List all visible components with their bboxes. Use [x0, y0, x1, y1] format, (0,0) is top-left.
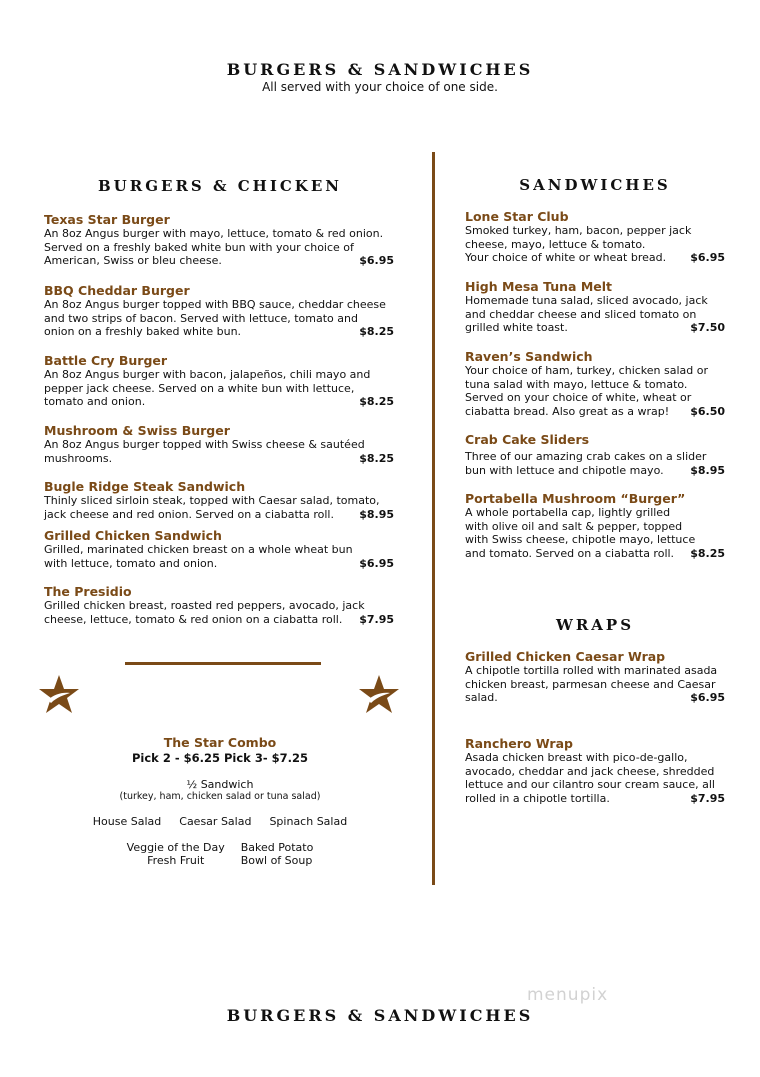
item-price: $8.25 [359, 325, 394, 339]
item-description: An 8oz Angus burger with bacon, jalapeños, chili mayo and pepper jack cheese. Served on a white bun with lettuce, tomato and onion. $8.25 [44, 368, 394, 409]
column-divider [432, 152, 435, 885]
combo-salad: House Salad [92, 815, 162, 828]
menu-item [465, 649, 725, 705]
item-name: Grilled Chicken Sandwich [44, 528, 222, 543]
item-price: $8.25 [359, 451, 394, 465]
combo-side: Veggie of the Day [126, 841, 225, 854]
combo-title: The Star Combo [163, 735, 277, 750]
item-name: The Presidio [44, 584, 132, 599]
item-name: Bugle Ridge Steak Sandwich [44, 479, 246, 494]
item-name: Crab Cake Sliders [465, 432, 590, 447]
item-price: $6.95 [690, 691, 725, 705]
watermark: menupix [527, 985, 609, 1005]
item-description: An 8oz Angus burger topped with BBQ sauce, cheddar cheese and two strips of bacon. Served with lettuce, tomato and onion on a freshly baked white bun. $8.25 [44, 298, 394, 339]
star-icon [37, 673, 81, 717]
item-description: Three of our amazing crab cakes on a slider bun with lettuce and chipotle mayo. $8.95 [465, 450, 725, 477]
item-description: Grilled, marinated chicken breast on a whole wheat bun with lettuce, tomato and onion. $6.95 [44, 543, 394, 570]
item-price: $8.25 [359, 395, 394, 409]
footer-title: BURGERS & SANDWICHES [226, 1006, 534, 1025]
item-description: A chipotle tortilla rolled with marinated asada chicken breast, parmesan cheese and Caesar salad. $6.95 [465, 664, 725, 705]
page-title: BURGERS & SANDWICHES [226, 60, 534, 79]
combo-half-sandwich: ½ Sandwich [186, 778, 254, 791]
item-name: Raven’s Sandwich [465, 349, 593, 364]
combo-block [70, 735, 370, 867]
menu-item [44, 479, 394, 521]
star-icon [357, 673, 401, 717]
menu-item [44, 584, 394, 626]
item-description: A whole portabella cap, lightly grilled with olive oil and salt & pepper, topped with Swiss cheese, chipotle mayo, lettuce and tomato. Served on a ciabatta roll. $8.25 [465, 506, 725, 560]
menu-item [44, 353, 394, 409]
item-name: Portabella Mushroom “Burger” [465, 491, 686, 506]
menu-item [465, 209, 725, 265]
item-name: Ranchero Wrap [465, 736, 573, 751]
page-subtitle: All served with your choice of one side. [262, 80, 498, 94]
combo-half-note: (turkey, ham, chicken salad or tuna salad) [119, 791, 321, 802]
item-price: $6.50 [690, 404, 725, 418]
menu-item [44, 528, 394, 570]
section-title-burgers: BURGERS & CHICKEN [97, 177, 342, 195]
section-divider [125, 662, 321, 665]
combo-salad: Spinach Salad [269, 815, 348, 828]
menu-item [465, 736, 725, 805]
item-name: Grilled Chicken Caesar Wrap [465, 649, 666, 664]
item-name: Texas Star Burger [44, 212, 170, 227]
item-price: $8.95 [359, 507, 394, 521]
section-title-sandwiches: SANDWICHES [519, 176, 671, 194]
item-price: $8.25 [690, 546, 725, 560]
combo-sides [70, 841, 370, 867]
item-description: An 8oz Angus burger topped with Swiss cheese & sautéed mushrooms. $8.25 [44, 438, 394, 465]
menu-item [465, 349, 725, 418]
combo-salad: Caesar Salad [179, 815, 252, 828]
item-description: An 8oz Angus burger with mayo, lettuce, tomato & red onion. Served on a freshly baked white bun with your choice of American, Swiss or bleu cheese. $6.95 [44, 227, 394, 268]
item-price: $6.95 [359, 254, 394, 268]
item-price: $7.50 [690, 321, 725, 335]
item-description: Asada chicken breast with pico-de-gallo, avocado, cheddar and jack cheese, shredded lettuce and our cilantro sour cream sauce, all rolled in a chipotle tortilla. $7.95 [465, 751, 725, 805]
item-description: Grilled chicken breast, roasted red peppers, avocado, jack cheese, lettuce, tomato & red onion on a ciabatta roll. $7.95 [44, 599, 394, 626]
combo-side: Baked Potato [240, 841, 314, 854]
combo-side: Fresh Fruit [147, 854, 205, 867]
item-description: Smoked turkey, ham, bacon, pepper jack cheese, mayo, lettuce & tomato. Your choice of white or wheat bread. $6.95 [465, 224, 725, 265]
item-name: High Mesa Tuna Melt [465, 279, 613, 294]
combo-pricing: Pick 2 - $6.25 Pick 3- $7.25 [132, 751, 308, 765]
menu-item [44, 283, 394, 339]
item-name: Mushroom & Swiss Burger [44, 423, 230, 438]
menu-item [44, 423, 394, 465]
menu-item [44, 212, 394, 268]
menu-item [465, 491, 725, 560]
menu-item [465, 432, 725, 477]
section-title-wraps: WRAPS [555, 616, 635, 634]
item-description: Thinly sliced sirloin steak, topped with Caesar salad, tomato, jack cheese and red onion. Served on a ciabatta roll. $8.95 [44, 494, 394, 521]
item-price: $7.95 [690, 791, 725, 805]
item-price: $6.95 [359, 556, 394, 570]
item-name: Battle Cry Burger [44, 353, 168, 368]
item-name: BBQ Cheddar Burger [44, 283, 190, 298]
item-price: $7.95 [359, 612, 394, 626]
combo-side: Bowl of Soup [240, 854, 313, 867]
item-description: Homemade tuna salad, sliced avocado, jack and cheddar cheese and sliced tomato on grilled white toast. $7.50 [465, 294, 725, 335]
item-description: Your choice of ham, turkey, chicken salad or tuna salad with mayo, lettuce & tomato. Served on your choice of white, wheat or ciabatta bread. Also great as a wrap! $6.50 [465, 364, 725, 418]
item-price: $6.95 [690, 251, 725, 265]
menu-item [465, 279, 725, 335]
item-price: $8.95 [690, 463, 725, 477]
combo-salads [70, 815, 370, 828]
item-name: Lone Star Club [465, 209, 569, 224]
